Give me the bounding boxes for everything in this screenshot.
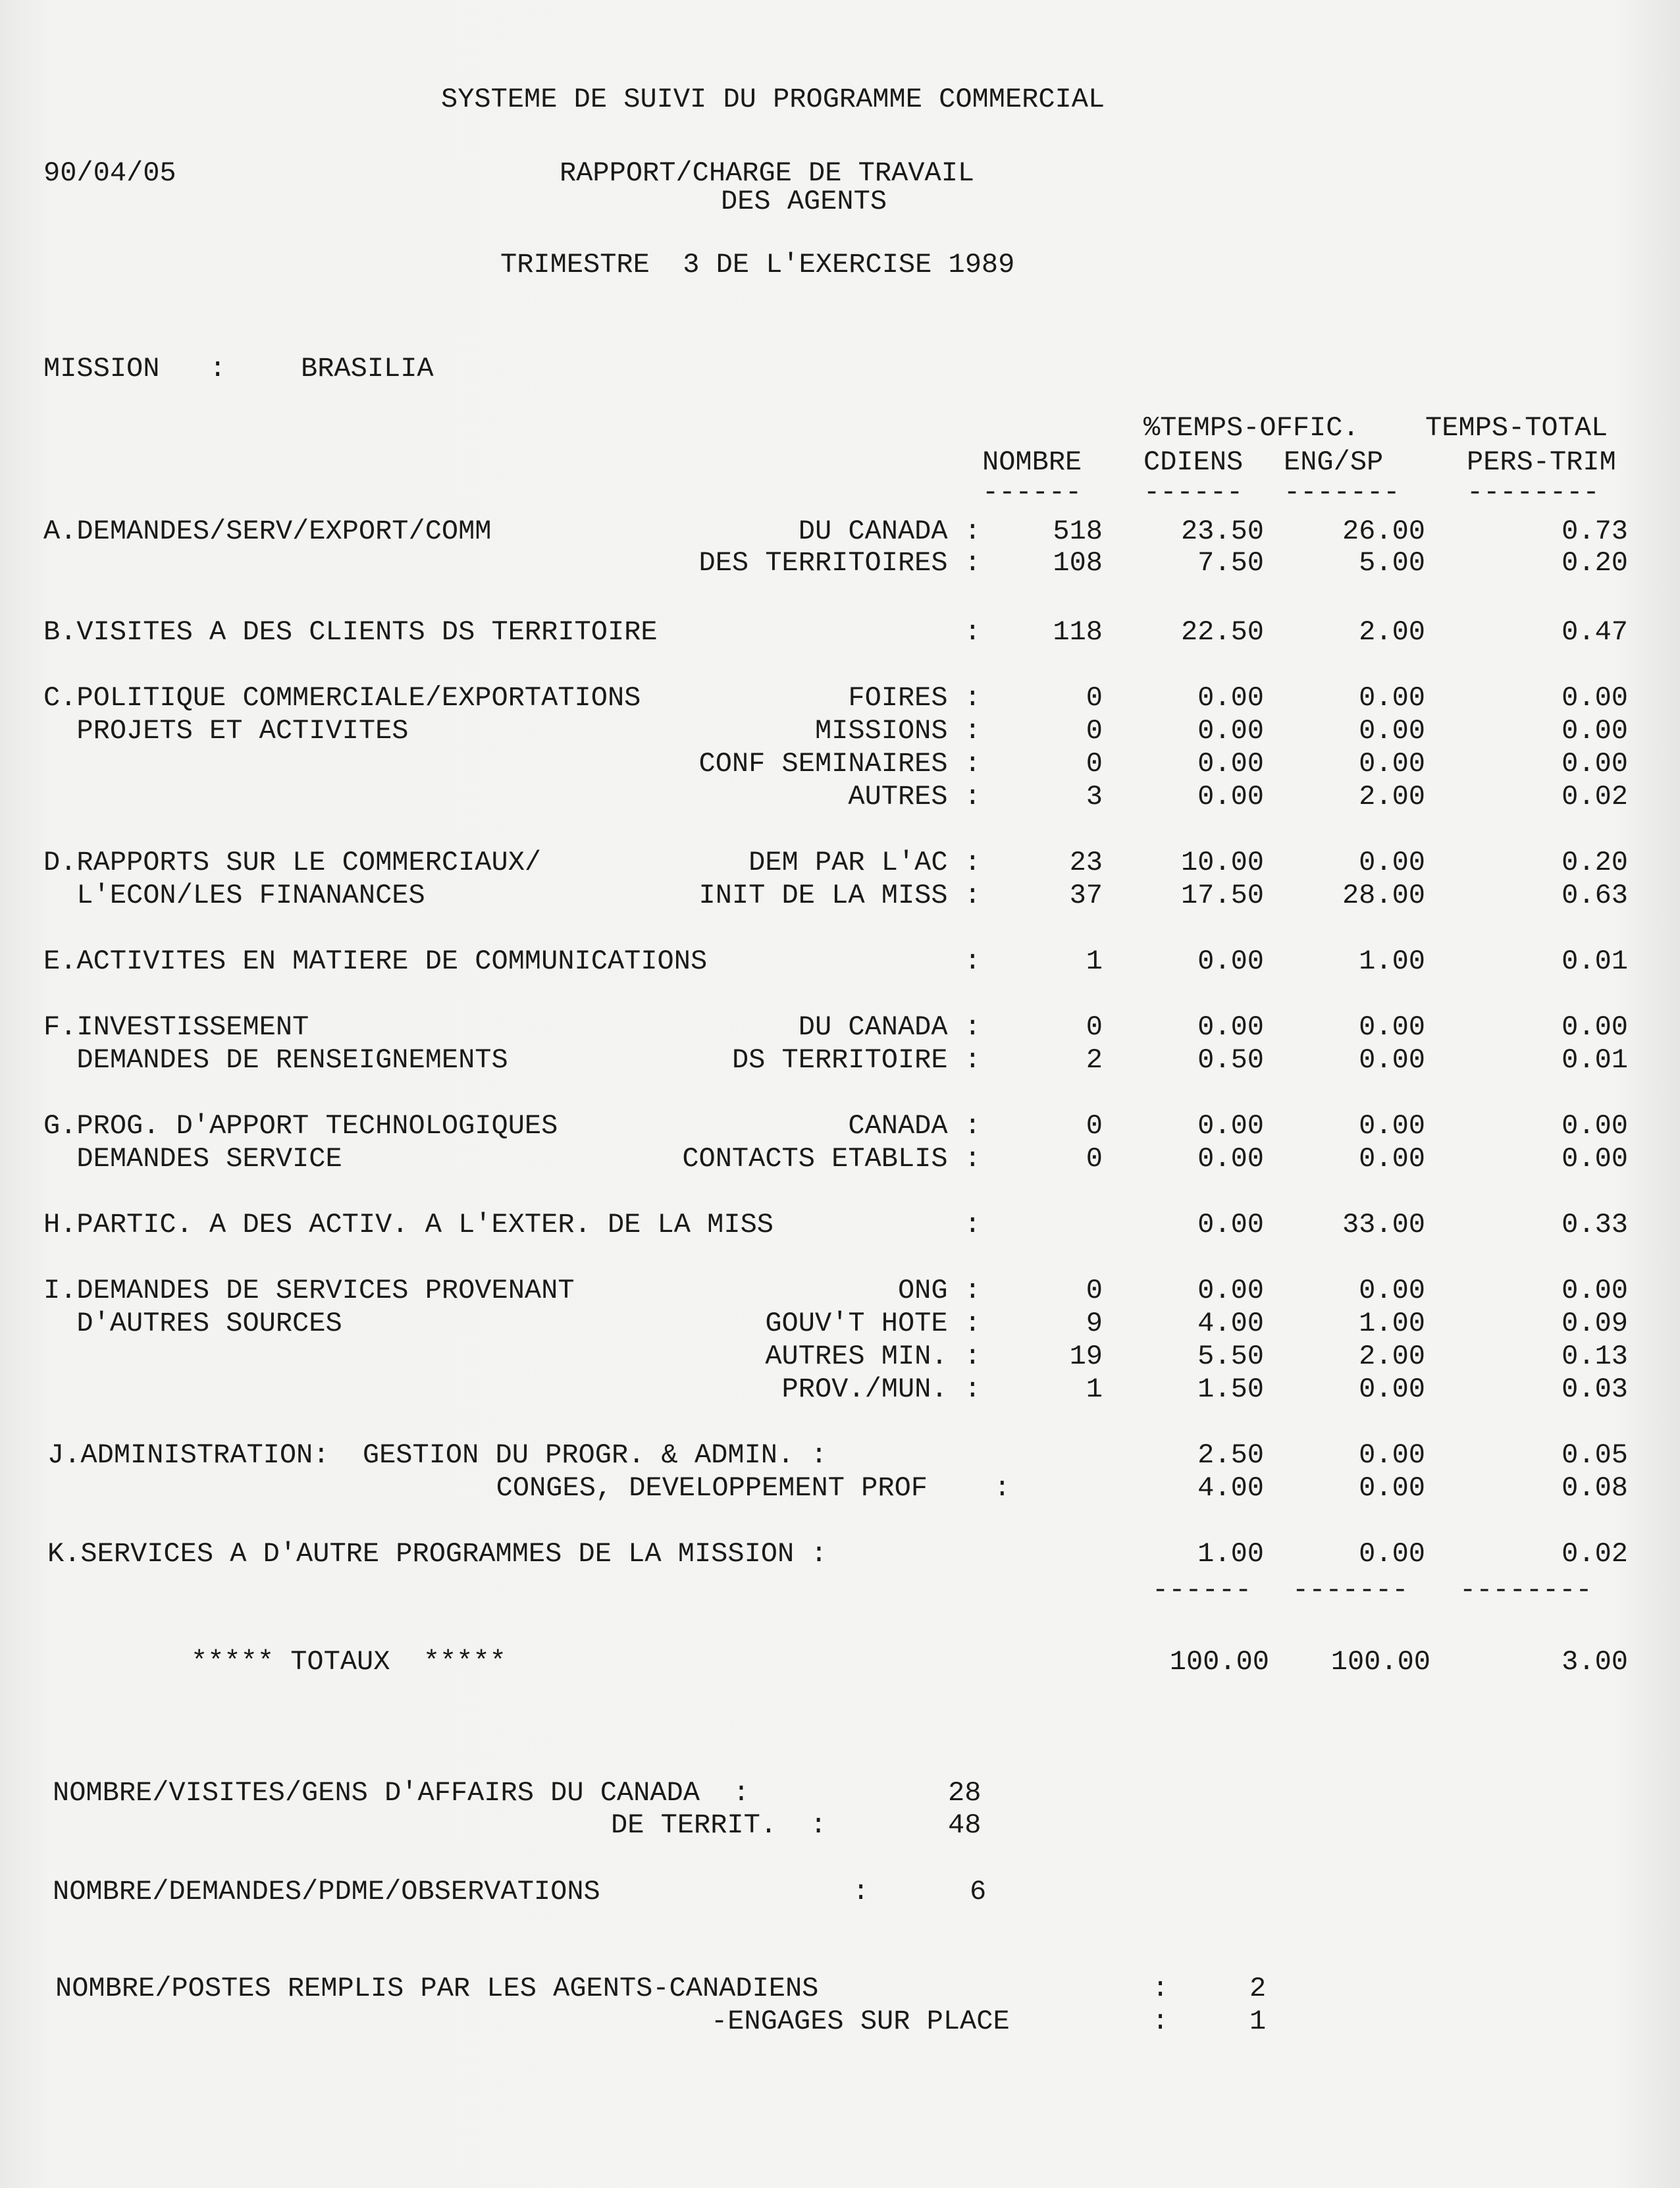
total-engsp: 100.00 [1330,1646,1431,1678]
table-row [0,612,1680,652]
row-label: B.VISITES A DES CLIENTS DS TERRITOIRE [43,616,658,648]
row-nombre: 0 [1086,1110,1103,1142]
row-engsp: 1.00 [1359,1308,1425,1339]
system-title: SYSTEME DE SUIVI DU PROGRAMME COMMERCIAL [441,84,1105,115]
row-sublabel: AUTRES MIN. : [765,1341,981,1372]
row-nombre: 0 [1086,748,1103,780]
row-cdiens: 0.00 [1197,1209,1264,1241]
row-nombre: 108 [1053,547,1103,579]
row-nombre: 37 [1069,880,1103,911]
row-label: K.SERVICES A D'AUTRE PROGRAMMES DE LA MISSION : [47,1538,827,1570]
row-perstrim: 0.00 [1562,682,1628,714]
row-sublabel: DU CANADA : [798,1011,981,1043]
postes-canadiens-value: 2 [1249,1973,1267,2004]
nombre-rule: ------ [982,477,1082,508]
table-row [0,942,1680,981]
row-cdiens: 23.50 [1180,516,1264,547]
table-row [0,876,1680,915]
table-row [0,543,1680,583]
row-perstrim: 0.13 [1562,1341,1628,1372]
row-label: C.POLITIQUE COMMERCIALE/EXPORTATIONS [43,682,641,714]
cdiens-header: CDIENS [1143,446,1244,478]
row-nombre: 0 [1086,1143,1103,1175]
row-label: J.ADMINISTRATION: GESTION DU PROGR. & ADMIN. : [47,1439,827,1471]
total-cdiens: 100.00 [1169,1646,1269,1678]
row-label: I.DEMANDES DE SERVICES PROVENANT [43,1275,575,1306]
row-engsp: 0.00 [1359,1538,1425,1570]
row-engsp: 0.00 [1359,1374,1425,1405]
row-sublabel: CONF SEMINAIRES : [698,748,981,780]
row-cdiens: 0.00 [1197,946,1264,977]
postes-engages-value: 1 [1249,2006,1267,2037]
row-engsp: 0.00 [1359,1011,1425,1043]
temps-total-header: TEMPS-TOTAL [1425,412,1608,444]
row-label: L'ECON/LES FINANANCES [43,880,425,911]
demandes-label: NOMBRE/DEMANDES/PDME/OBSERVATIONS [53,1876,600,1908]
row-sublabel: FOIRES : [848,682,981,714]
row-sublabel: : [964,946,981,977]
row-sublabel: CONTACTS ETABLIS : [682,1143,981,1175]
row-cdiens: 0.00 [1197,715,1264,747]
row-cdiens: 4.00 [1197,1472,1264,1504]
row-perstrim: 0.63 [1562,880,1628,911]
row-perstrim: 0.02 [1562,1538,1628,1570]
table-row [0,1468,1680,1508]
report-subtitle: DES AGENTS [721,186,887,217]
postes-colon: : [1152,1973,1169,2004]
row-cdiens: 1.00 [1197,1538,1264,1570]
report-title: RAPPORT/CHARGE DE TRAVAIL [560,157,975,189]
row-perstrim: 0.01 [1562,946,1628,977]
totals-rule-line [0,1570,1680,1610]
row-engsp: 0.00 [1359,847,1425,878]
row-perstrim: 0.00 [1562,1275,1628,1306]
row-cdiens: 4.00 [1197,1308,1264,1339]
row-cdiens: 0.00 [1197,1275,1264,1306]
engages-label: -ENGAGES SUR PLACE [711,2006,1010,2037]
row-nombre: 1 [1086,946,1103,977]
row-label: E.ACTIVITES EN MATIERE DE COMMUNICATIONS [43,946,708,977]
mission-label: MISSION : [43,353,226,385]
row-perstrim: 0.47 [1562,616,1628,648]
row-nombre: 0 [1086,1275,1103,1306]
mission-line [0,349,1680,388]
row-sublabel: INIT DE LA MISS : [698,880,981,911]
row-perstrim: 0.01 [1562,1044,1628,1076]
totals-line [0,1642,1680,1682]
row-label: G.PROG. D'APPORT TECHNOLOGIQUES [43,1110,558,1142]
row-cdiens: 0.00 [1197,1143,1264,1175]
visites-canada-value: 28 [948,1777,982,1809]
row-perstrim: 0.09 [1562,1308,1628,1339]
row-label: F.INVESTISSEMENT [43,1011,309,1043]
row-cdiens: 1.50 [1197,1374,1264,1405]
demandes-colon: : [853,1876,870,1908]
row-sublabel: DEM PAR L'AC : [748,847,981,878]
row-perstrim: 0.00 [1562,715,1628,747]
mission-value: BRASILIA [301,353,434,385]
row-engsp: 28.00 [1342,880,1425,911]
row-engsp: 1.00 [1359,946,1425,977]
row-cdiens: 0.00 [1197,781,1264,813]
row-engsp: 2.00 [1359,616,1425,648]
row-engsp: 0.00 [1359,1439,1425,1471]
row-cdiens: 10.00 [1180,847,1264,878]
row-label: DEMANDES SERVICE [43,1143,342,1175]
pct-temps-header: %TEMPS-OFFIC. [1143,412,1359,444]
demandes-value: 6 [970,1876,987,1908]
column-rule-line [0,473,1680,512]
row-nombre: 0 [1086,1011,1103,1043]
engsp-total-rule: ------- [1292,1574,1409,1606]
row-label: H.PARTIC. A DES ACTIV. A L'EXTER. DE LA MISS [43,1209,774,1241]
row-sublabel: ONG : [897,1275,981,1306]
row-engsp: 0.00 [1359,715,1425,747]
row-perstrim: 0.73 [1562,516,1628,547]
row-engsp: 0.00 [1359,748,1425,780]
engages-line [0,2002,1680,2041]
table-row [0,1205,1680,1244]
row-engsp: 0.00 [1359,1472,1425,1504]
table-row [0,777,1680,816]
visites-territ-line [0,1805,1680,1845]
row-cdiens: 0.00 [1197,1011,1264,1043]
row-perstrim: 0.00 [1562,748,1628,780]
row-engsp: 2.00 [1359,1341,1425,1372]
row-perstrim: 0.20 [1562,847,1628,878]
row-nombre: 3 [1086,781,1103,813]
row-cdiens: 2.50 [1197,1439,1264,1471]
report-date: 90/04/05 [43,157,176,189]
cdiens-rule: ------ [1143,477,1244,508]
row-sublabel: : [964,616,981,648]
postes-label: NOMBRE/POSTES REMPLIS PAR LES AGENTS-CANADIENS [55,1973,819,2004]
row-label: DEMANDES DE RENSEIGNEMENTS [43,1044,508,1076]
row-perstrim: 0.33 [1562,1209,1628,1241]
row-engsp: 0.00 [1359,1110,1425,1142]
visites-label: NOMBRE/VISITES/GENS D'AFFAIRS DU CANADA : [53,1777,750,1809]
row-sublabel: DES TERRITOIRES : [698,547,981,579]
row-nombre: 1 [1086,1374,1103,1405]
engsp-rule: ------- [1284,477,1400,508]
row-sublabel: AUTRES : [848,781,981,813]
table-row [0,1370,1680,1409]
nombre-header: NOMBRE [982,446,1082,478]
row-sublabel: CONGES, DEVELOPPEMENT PROF : [496,1472,1011,1504]
row-cdiens: 0.00 [1197,682,1264,714]
row-nombre: 118 [1053,616,1103,648]
row-nombre: 0 [1086,682,1103,714]
row-engsp: 0.00 [1359,1143,1425,1175]
row-perstrim: 0.08 [1562,1472,1628,1504]
row-label: A.DEMANDES/SERV/EXPORT/COMM [43,516,492,547]
row-sublabel: : [964,1209,981,1241]
row-nombre: 19 [1069,1341,1103,1372]
row-perstrim: 0.05 [1562,1439,1628,1471]
row-nombre: 2 [1086,1044,1103,1076]
row-perstrim: 0.20 [1562,547,1628,579]
row-engsp: 0.00 [1359,1275,1425,1306]
row-label: D'AUTRES SOURCES [43,1308,342,1339]
row-cdiens: 0.00 [1197,748,1264,780]
row-perstrim: 0.00 [1562,1110,1628,1142]
row-engsp: 33.00 [1342,1209,1425,1241]
row-label: PROJETS ET ACTIVITES [43,715,409,747]
row-engsp: 0.00 [1359,682,1425,714]
row-sublabel: DS TERRITOIRE : [731,1044,981,1076]
row-cdiens: 0.00 [1197,1110,1264,1142]
row-perstrim: 0.00 [1562,1143,1628,1175]
row-sublabel: MISSIONS : [814,715,981,747]
perstrim-total-rule: -------- [1459,1574,1592,1606]
row-nombre: 0 [1086,715,1103,747]
row-perstrim: 0.00 [1562,1011,1628,1043]
cdiens-total-rule: ------ [1152,1574,1252,1606]
row-nombre: 518 [1053,516,1103,547]
table-row [0,1040,1680,1080]
row-engsp: 0.00 [1359,1044,1425,1076]
table-row [0,1534,1680,1574]
row-cdiens: 0.50 [1197,1044,1264,1076]
row-cdiens: 22.50 [1180,616,1264,648]
engsp-header: ENG/SP [1284,446,1384,478]
row-sublabel: DU CANADA : [798,516,981,547]
table-row [0,1139,1680,1179]
row-engsp: 26.00 [1342,516,1425,547]
row-sublabel: CANADA : [848,1110,981,1142]
perstrim-rule: -------- [1467,477,1600,508]
demandes-line [0,1872,1680,1911]
visites-territ-value: 48 [948,1809,982,1841]
row-perstrim: 0.02 [1562,781,1628,813]
row-label: D.RAPPORTS SUR LE COMMERCIAUX/ [43,847,542,878]
system-title-line [0,80,1680,119]
row-engsp: 2.00 [1359,781,1425,813]
report-period: TRIMESTRE 3 DE L'EXERCISE 1989 [500,249,1015,280]
engages-colon: : [1152,2006,1169,2037]
row-perstrim: 0.03 [1562,1374,1628,1405]
row-nombre: 23 [1069,847,1103,878]
row-sublabel: GOUV'T HOTE : [765,1308,981,1339]
period-line [0,245,1680,284]
row-sublabel: PROV./MUN. : [781,1374,981,1405]
column-header-line-1 [0,408,1680,448]
totals-label: ***** TOTAUX ***** [191,1646,506,1678]
perstrim-header: PERS-TRIM [1467,446,1616,478]
territ-label: DE TERRIT. : [611,1809,827,1841]
row-cdiens: 5.50 [1197,1341,1264,1372]
report-title-line-2 [0,182,1680,221]
row-nombre: 9 [1086,1308,1103,1339]
row-cdiens: 17.50 [1180,880,1264,911]
total-perstrim: 3.00 [1562,1646,1628,1678]
row-cdiens: 7.50 [1197,547,1264,579]
row-engsp: 5.00 [1359,547,1425,579]
